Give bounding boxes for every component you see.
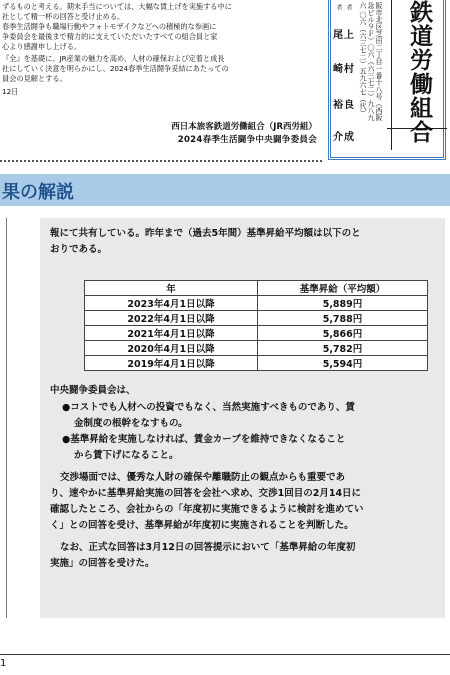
- statement-line: 社として精一杯の回答と受け止める。: [2, 12, 125, 21]
- person-name: 崎村: [333, 64, 355, 75]
- masthead-address: 阪市北区芝田二丁目一番十八号（西阪急ビル９Ｆ）〇六（六三七二）九八九六 〇六（六三七二）五九六七（代）: [359, 2, 383, 121]
- page-number: 1: [0, 658, 7, 669]
- person-name: 尾上: [333, 30, 355, 41]
- paragraph-line: り、速やかに基準昇給実施の回答を会社へ求め、交渉1回目の2月14日に: [50, 488, 362, 499]
- statement-date: 12日: [2, 87, 19, 96]
- bullet-line: ●基準昇給を実施しなければ、賃金カーブを維持できなくなること: [62, 434, 346, 445]
- table-row: [85, 296, 428, 311]
- table-cell-amount: 5,782円: [257, 341, 427, 356]
- signature-committee: 2024春季生活闘争中央闘争委員会: [177, 135, 317, 145]
- paragraph-line: なお、正式な回答は3月12日の回答提示において「基準昇給の年度初: [60, 542, 356, 553]
- table-row: [85, 341, 428, 356]
- paragraph-line: く」との回答を受け、基準昇給が年度初に実施されることを判断した。: [50, 520, 354, 531]
- table-cell-year: 2022年4月1日以降: [85, 311, 258, 326]
- footer-rule: [0, 654, 450, 655]
- table-header-row: [85, 281, 428, 296]
- table-cell-year: 2019年4月1日以降: [85, 356, 258, 371]
- column-rule: [6, 218, 7, 618]
- paragraph-line: 確認したところ、会社からの「年度初に実施できるように検討を進めてい: [50, 504, 364, 515]
- table-header: 基準昇給（平均額）: [257, 281, 427, 296]
- intro-line: おりである。: [50, 244, 108, 255]
- table-cell-amount: 5,889円: [257, 296, 427, 311]
- committee-lead: 中央闘争委員会は、: [50, 385, 136, 396]
- paragraph-line: 実施」の回答を受けた。: [50, 558, 155, 569]
- table-row: [85, 356, 428, 371]
- statement-line: 争委員会を最後まで精力的に支えていただいたすべての組合員と家: [2, 32, 218, 41]
- table-row: [85, 311, 428, 326]
- statement-block: [0, 0, 325, 160]
- bullet-line: 金制度の根幹をなすもの。: [74, 418, 188, 429]
- bullet-line: ●コストでも人材への投資でもなく、当然実施すべきものであり、賃: [62, 402, 355, 413]
- table-row: [85, 326, 428, 341]
- statement-line: 員会の見解とする。: [2, 74, 67, 83]
- statement-line: 『全』を基礎に、JR産業の魅力を高め、人材の確保および定着と成長: [2, 54, 225, 63]
- dotted-divider: [0, 160, 322, 162]
- table-cell-year: 2021年4月1日以降: [85, 326, 258, 341]
- editor-role: 者: [335, 4, 342, 11]
- masthead: [328, 0, 446, 160]
- table-cell-amount: 5,866円: [257, 326, 427, 341]
- person-name: 介成: [333, 132, 355, 143]
- statement-line: ずるものと考える。期末手当については、大幅な賃上げを実施する中に: [2, 2, 232, 11]
- intro-line: 報にて共有している。昨年まで（過去5年間）基準昇給平均額は以下のと: [50, 228, 361, 239]
- signature-org: 西日本旅客鉄道労働組合（JR西労組）: [171, 122, 317, 132]
- publisher-role: 者: [345, 4, 352, 11]
- statement-line: 心より感謝申し上げる。: [2, 42, 82, 51]
- table-cell-year: 2020年4月1日以降: [85, 341, 258, 356]
- explanation-panel: [40, 218, 445, 618]
- section-title: 果の解説: [2, 182, 74, 203]
- table-cell-amount: 5,788円: [257, 311, 427, 326]
- paragraph-line: 交渉場面では、優秀な人財の確保や離職防止の観点からも重要であ: [60, 472, 346, 483]
- statement-line: 春季生活闘争も職場行動やフォトモザイクなどへの積極的な参画に: [2, 22, 217, 31]
- section-band: [0, 174, 450, 206]
- raise-table: [84, 280, 428, 371]
- table-header: 年: [85, 281, 258, 296]
- masthead-title: 鉄道労働組合: [391, 0, 444, 150]
- table-cell-amount: 5,594円: [257, 356, 427, 371]
- table-cell-year: 2023年4月1日以降: [85, 296, 258, 311]
- statement-line: 社にしていく決意を明らかにし、2024春季生活闘争妥結にあたっての: [2, 64, 229, 73]
- bullet-line: から賃下げになること。: [74, 450, 179, 461]
- person-name: 裕良: [333, 100, 355, 111]
